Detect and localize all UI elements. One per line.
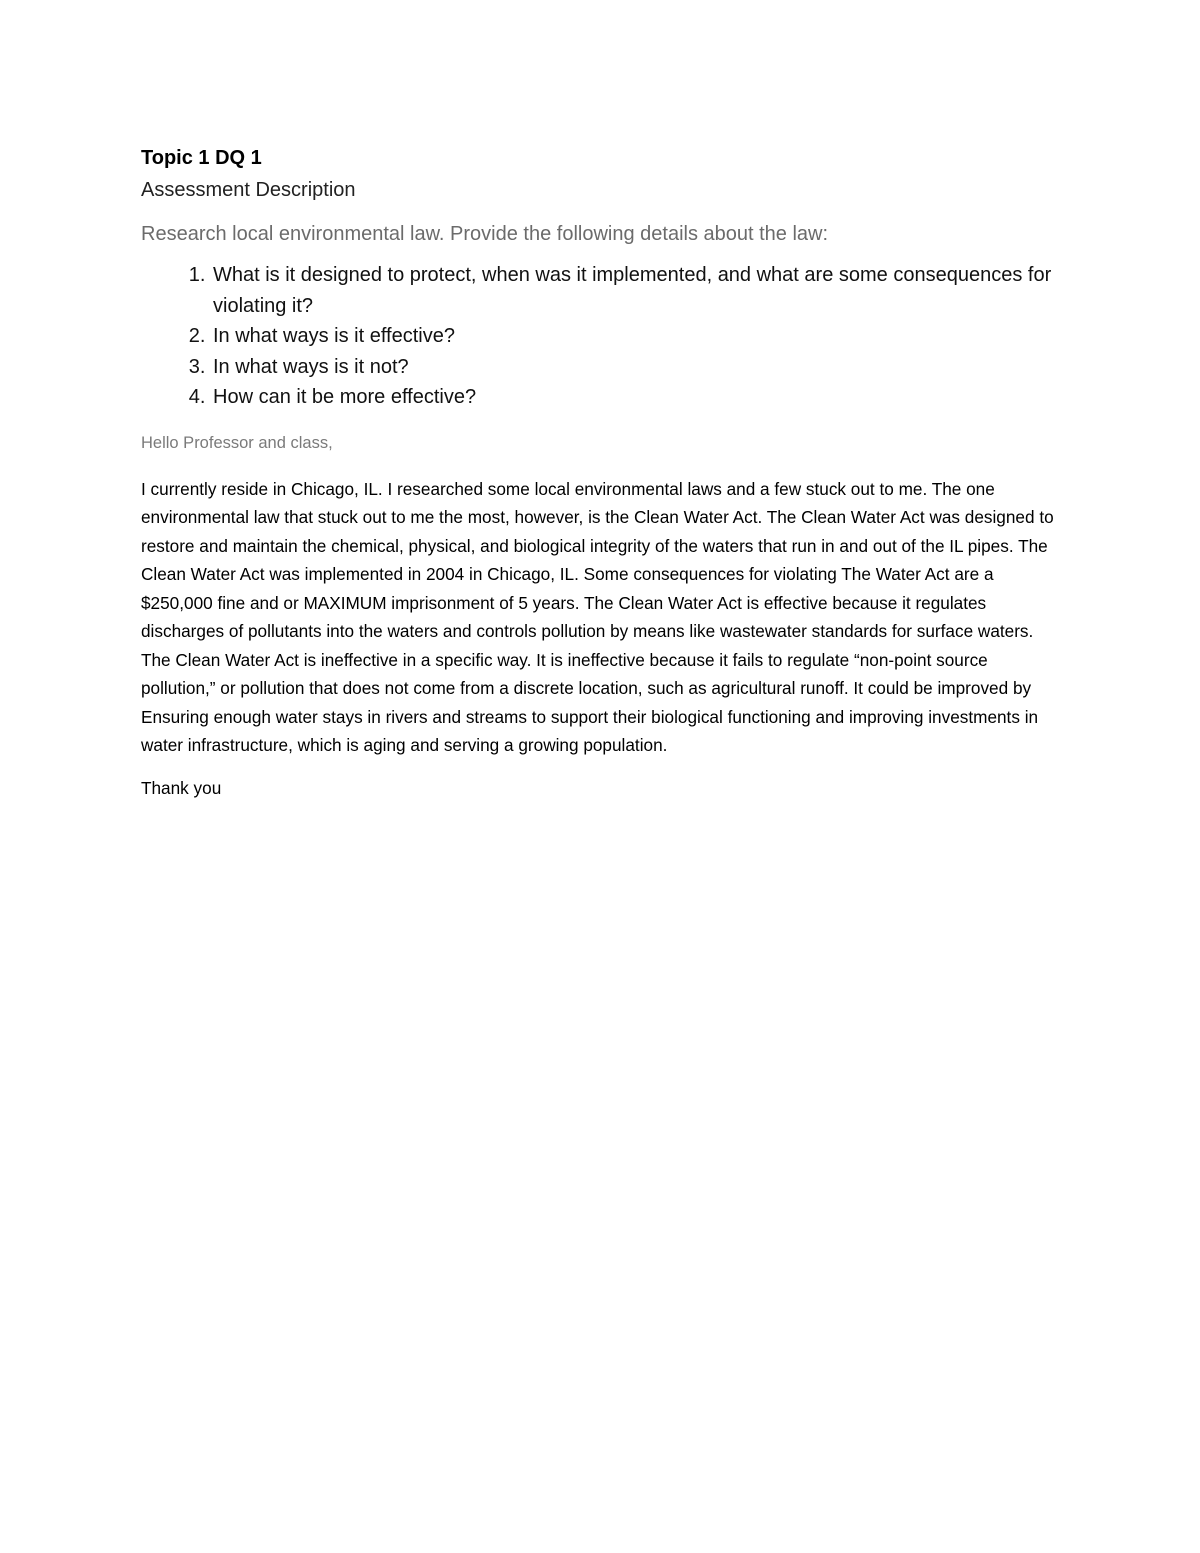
question-list [141,260,1056,413]
list-item: 1. What is it designed to protect, when was it implemented, and what are some consequences for violating it? [211,260,1056,321]
list-item: 2. In what ways is it effective? [211,321,1056,352]
document-title: Topic 1 DQ 1 [141,147,262,169]
assessment-prompt: Research local environmental law. Provide the following details about the law: [141,223,829,245]
document-page [141,142,1056,802]
response-body: I currently reside in Chicago, IL. I researched some local environmental laws and a few stuck out to me. The one environmental law that stuck out to me the most, however, is the Clean Water Act. The Clean Water Act was designed to restore and maintain the chemical, physical, and biological integrity of the waters that run in and out of the IL pipes. The Clean Water Act was implemented in 2004 in Chicago, IL. Some consequences for violating The Water Act are a $250,000 fine and or MAXIMUM imprisonment of 5 years. The Clean Water Act is effective because it regulates discharges of pollutants into the waters and controls pollution by means like wastewater standards for surface waters. The Clean Water Act is ineffective in a specific way. It is ineffective because it fails to regulate “non-point source pollution,” or pollution that does not come from a discrete location, such as agricultural runoff. It could be improved by Ensuring enough water stays in rivers and streams to support their biological functioning and improving investments in water infrastructure, which is aging and serving a growing population. [141,478,1054,755]
greeting: Hello Professor and class, [141,433,333,452]
list-item: 4. How can it be more effective? [211,382,1056,413]
list-item: 3. In what ways is it not? [211,352,1056,383]
document-subtitle: Assessment Description [141,179,356,201]
closing: Thank you [141,777,222,798]
